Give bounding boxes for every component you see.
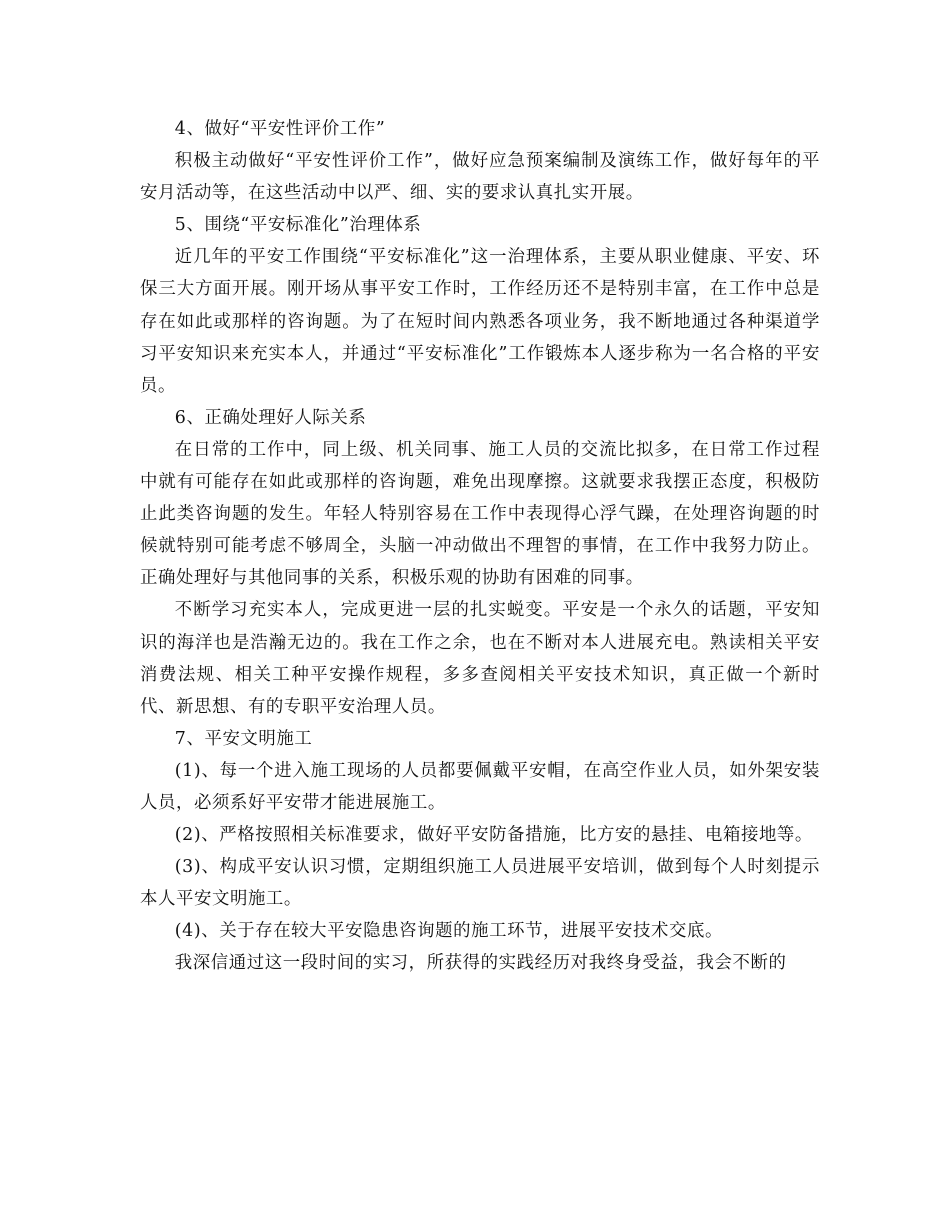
list-item-4: (4)、关于存在较大平安隐患咨询题的施工环节，进展平安技术交底。 <box>174 921 723 942</box>
heading-item-5: 5、围绕“平安标准化”治理体系 <box>174 215 422 236</box>
list-item-3: (3)、构成平安认识习惯，定期组织施工人员进展平安培训，做到每个人时刻提示本人平安文明施工。 <box>140 857 820 910</box>
heading-item-4: 4、做好“平安性评价工作” <box>174 119 386 139</box>
heading-item-7: 7、平安文明施工 <box>174 728 313 749</box>
paragraph-conclusion: 我深信通过这一段时间的实习，所获得的实践经历对我终身受益，我会不断的 <box>174 953 787 974</box>
document-body <box>140 113 820 980</box>
paragraph-continuous-learning: 不断学习充实本人，完成更进一层的扎实蜕变。平安是一个永久的话题，平安知识的海洋也是浩瀚无边的。我在工作之余，也在不断对本人进展充电。熟读相关平安消费法规、相关工种平安操作规程，多多查阅相关平安技术知识，真正做一个新时代、新思想、有的专职平安治理人员。 <box>140 600 820 717</box>
paragraph-safety-evaluation: 积极主动做好“平安性评价工作”，做好应急预案编制及演练工作，做好每年的平安月活动等，在这些活动中以严、细、实的要求认真扎实开展。 <box>140 151 820 204</box>
paragraph-relationships: 在日常的工作中，同上级、机关同事、施工人员的交流比拟多，在日常工作过程中就有可能存在如此或那样的咨询题，难免出现摩擦。这就要求我摆正态度，积极防止此类咨询题的发生。年轻人特别容易在工作中表现得心浮气躁，在处理咨询题的时候就特别可能考虑不够周全，头脑一冲动做出不理智的事情，在工作中我努力防止。正确处理好与其他同事的关系，积极乐观的协助有困难的同事。 <box>140 439 820 589</box>
heading-item-6: 6、正确处理好人际关系 <box>174 407 367 428</box>
paragraph-standardization: 近几年的平安工作围绕“平安标准化”这一治理体系，主要从职业健康、平安、环保三大方面开展。刚开场从事平安工作时，工作经历还不是特别丰富，在工作中总是存在如此或那样的咨询题。为了在短时间内熟悉各项业务，我不断地通过各种渠道学习平安知识来充实本人，并通过“平安标准化”工作锻炼本人逐步称为一名合格的平安员。 <box>140 247 820 396</box>
list-item-2: (2)、严格按照相关标准要求，做好平安防备措施，比方安的悬挂、电箱接地等。 <box>174 825 813 846</box>
list-item-1: (1)、每一个进入施工现场的人员都要佩戴平安帽，在高空作业人员，如外架安装人员，必须系好平安带才能进展施工。 <box>140 760 820 813</box>
